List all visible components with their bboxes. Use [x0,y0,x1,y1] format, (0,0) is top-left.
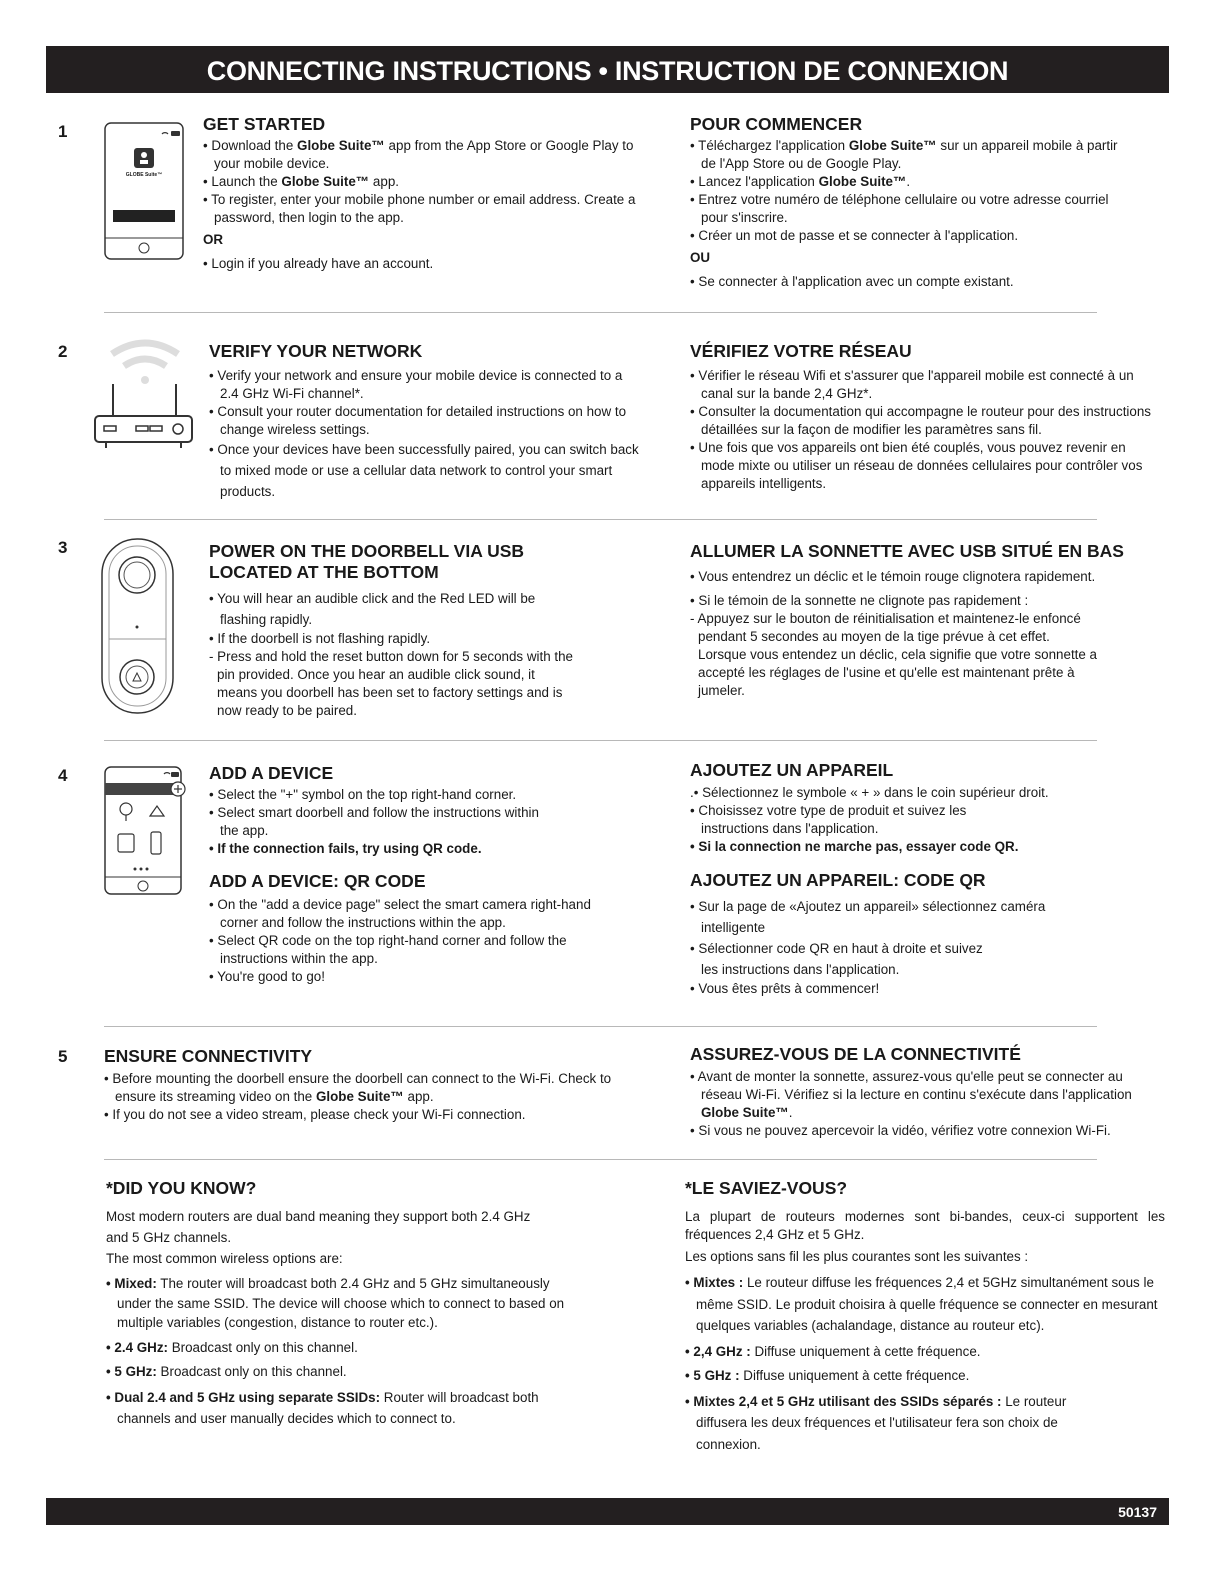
step4-fr-title: AJOUTEZ UN APPAREIL [690,760,894,780]
step3-en-title: POWER ON THE DOORBELL VIA USB LOCATED AT THE BOTTOM [209,541,525,582]
step-number-4: 4 [58,766,68,785]
step2-fr-title: VÉRIFIEZ VOTRE RÉSEAU [690,341,912,361]
step2-en-b1: • Verify your network and ensure your mobile device is connected to a 2.4 GHz Wi-Fi channel*. [209,368,623,401]
phone-icon [104,122,184,260]
step1-en [203,114,643,273]
divider [104,1159,1097,1160]
step5-en-b1: • Before mounting the doorbell ensure the doorbell can connect to the Wi-Fi. Check to ensure its streaming video on the Globe Suite™ app. [104,1071,612,1104]
step2-fr-b1: • Vérifier le réseau Wifi et s'assurer que l'appareil mobile est connecté à un canal sur la bande 2,4 GHz*. [690,368,1134,401]
router-icon [92,336,197,456]
step4-en-c2: • Select QR code on the top right-hand corner and follow the instructions within the app. [209,933,567,966]
divider [104,1026,1097,1027]
step5-en-title: ENSURE CONNECTIVITY [104,1046,313,1066]
step4-fr-c2: • Sélectionner code QR en haut à droite et suivez les instructions dans l'application. [690,941,983,977]
step3-en-b1: • You will hear an audible click and the Red LED will be flashing rapidly. [209,591,536,627]
step4-fr-c1: • Sur la page de «Ajoutez un appareil» sélectionnez caméra intelligente [690,899,1046,935]
step4-en-title: ADD A DEVICE [209,763,334,783]
step4-fr-b3: • Si la connection ne marche pas, essayer code QR. [690,839,1019,854]
step5-en [104,1046,624,1124]
footer-code: 50137 [46,1498,1169,1525]
know-en-title: *DID YOU KNOW? [106,1178,257,1198]
step3-fr [690,541,1160,700]
step-number-2: 2 [58,342,68,361]
step4-fr-b1: .• Sélectionnez le symbole « + » dans le coin supérieur droit. [690,785,1049,800]
step-number-5: 5 [58,1047,68,1066]
step2-fr-b3: • Une fois que vos appareils ont bien été couplés, vous pouvez revenir en mode mixte ou utiliser un réseau de données cellulaires pour contrôler vos appareils intelligents. [690,440,1143,491]
know-fr-i1: • Mixtes : Le routeur diffuse les fréquences 2,4 et 5GHz simultanément sous le même SSID. Le produit choisira à quelle fréquence se connecter en mesurant quelques variables (achalandage, distance au routeur etc). [685,1275,1158,1333]
step5-en-b2: • If you do not see a video stream, please check your Wi-Fi connection. [104,1107,526,1122]
step4-en-c3: • You're good to go! [209,969,325,984]
step3-fr-b2: • Si le témoin de la sonnette ne clignote pas rapidement : [690,593,1029,608]
step2-fr-b2: • Consulter la documentation qui accompagne le routeur pour des instructions détaillées sur la façon de modifier les paramètres sans fil. [690,404,1151,437]
step1-en-title: GET STARTED [203,114,326,134]
step5-fr-b1: • Avant de monter la sonnette, assurez-vous qu'elle peut se connecter au réseau Wi-Fi. Vérifiez si la lecture en continu s'exécute dans l'application Globe Suite™. [690,1069,1132,1120]
divider [104,519,1097,520]
step3-en [209,541,649,720]
divider [104,740,1097,741]
step4-en-b3: • If the connection fails, try using QR code. [209,841,482,856]
step1-fr-b4: • Créer un mot de passe et se connecter à l'application. [690,228,1019,243]
step4-fr-b2: • Choisissez votre type de produit et suivez les instructions dans l'application. [690,803,967,836]
step4-en-title2: ADD A DEVICE: QR CODE [209,871,426,891]
step4-en-b1: • Select the "+" symbol on the top right-hand corner. [209,787,517,802]
know-en [106,1178,576,1429]
step3-en-b2: • If the doorbell is not flashing rapidly. [209,631,431,646]
step3-fr-sub: - Appuyez sur le bouton de réinitialisation et maintenez-le enfoncé pendant 5 secondes au moyen de la tige prévue à cet effet. Lorsque vous entendez un déclic, cela signifie que votre sonnette a accepté les réglages de l'usine et qu'elle est maintenant prête à jumeler. [690,611,1098,698]
know-fr [685,1178,1165,1455]
step3-fr-b1: • Vous entendrez un déclic et le témoin rouge clignotera rapidement. [690,569,1096,584]
know-en-i2: • 2.4 GHz: Broadcast only on this channel. [106,1339,358,1355]
know-fr-i4: • Mixtes 2,4 et 5 GHz utilisant des SSIDs séparés : Le routeur diffusera les deux fréquences et l'utilisateur fera son choix de connexion. [685,1393,1067,1452]
step3-fr-title: ALLUMER LA SONNETTE AVEC USB SITUÉ EN BAS [690,541,1124,561]
step5-fr [690,1044,1160,1140]
know-fr-p2: Les options sans fil les plus courantes sont les suivantes : [685,1249,1029,1264]
step5-fr-b2: • Si vous ne pouvez apercevoir la vidéo, vérifiez votre connexion Wi-Fi. [690,1123,1111,1138]
app-screen-icon [104,766,186,896]
step2-en-b2: • Consult your router documentation for detailed instructions on how to change wireless settings. [209,404,627,437]
step1-fr-b2: • Lancez l'application Globe Suite™. [690,174,911,189]
step-number-3: 3 [58,538,68,557]
know-fr-title: *LE SAVIEZ-VOUS? [685,1178,848,1198]
doorbell-icon [100,537,175,715]
step2-en-title: VERIFY YOUR NETWORK [209,341,423,361]
step2-en [209,341,639,502]
step3-en-sub: - Press and hold the reset button down for 5 seconds with the pin provided. Once you hear an audible click sound, it means you doorbell has been set to factory settings and is now ready to be paired. [209,649,573,718]
step5-fr-title: ASSUREZ-VOUS DE LA CONNECTIVITÉ [690,1044,1021,1064]
step1-en-b2: • Launch the Globe Suite™ app. [203,174,399,189]
step4-fr-c3: • Vous êtes prêts à commencer! [690,981,880,996]
know-en-i3: • 5 GHz: Broadcast only on this channel. [106,1363,347,1379]
know-fr-p1: La plupart de routeurs modernes sont bi-bandes, ceux-ci supportent les fréquences 2,4 GHz et 5 GHz. [685,1209,1165,1242]
step2-fr [690,341,1160,493]
know-en-i1: • Mixed: The router will broadcast both 2.4 GHz and 5 GHz simultaneously under the same SSID. The device will choose which to connect to based on multiple variables (congestion, distance to router etc.). [106,1276,565,1330]
know-fr-i2: • 2,4 GHz : Diffuse uniquement à cette fréquence. [685,1343,981,1359]
step1-en-b1: • Download the Globe Suite™ app from the App Store or Google Play to your mobile device. [203,138,634,171]
know-en-i4: • Dual 2.4 and 5 GHz using separate SSIDs: Router will broadcast both channels and user manually decides which to connect to. [106,1389,539,1426]
know-en-p1: Most modern routers are dual band meaning they support both 2.4 GHz and 5 GHz channels. [106,1209,531,1245]
step1-fr-b3: • Entrez votre numéro de téléphone cellulaire ou votre adresse courriel pour s'inscrire. [690,192,1109,225]
step4-en-b2: • Select smart doorbell and follow the instructions within the app. [209,805,539,838]
step1-fr-b5: • Se connecter à l'application avec un compte existant. [690,274,1014,289]
step4-en-c1: • On the "add a device page" select the smart camera right-hand corner and follow the instructions within the app. [209,897,591,930]
step4-en [209,763,629,986]
step4-fr-title2: AJOUTEZ UN APPAREIL: CODE QR [690,870,986,890]
app-label: GLOBE Suite™ [125,172,163,178]
step2-en-b3: • Once your devices have been successfully paired, you can switch back to mixed mode or use a cellular data network to control your smart products. [209,442,639,499]
step1-en-b3: • To register, enter your mobile phone number or email address. Create a password, then login to the app. [203,192,636,225]
step-number-1: 1 [58,122,68,141]
step1-en-b4: • Login if you already have an account. [203,256,434,271]
step1-fr [690,114,1130,291]
know-en-p2: The most common wireless options are: [106,1251,343,1266]
step1-fr-or: OU [690,250,711,265]
know-fr-i3: • 5 GHz : Diffuse uniquement à cette fréquence. [685,1367,970,1383]
step1-fr-title: POUR COMMENCER [690,114,863,134]
step4-fr [690,760,1160,998]
page-title: CONNECTING INSTRUCTIONS • INSTRUCTION DE CONNEXION [46,46,1169,93]
step1-en-or: OR [203,232,224,247]
step1-fr-b1: • Téléchargez l'application Globe Suite™ sur un appareil mobile à partir de l'App Store ou de Google Play. [690,138,1118,171]
divider [104,312,1097,313]
